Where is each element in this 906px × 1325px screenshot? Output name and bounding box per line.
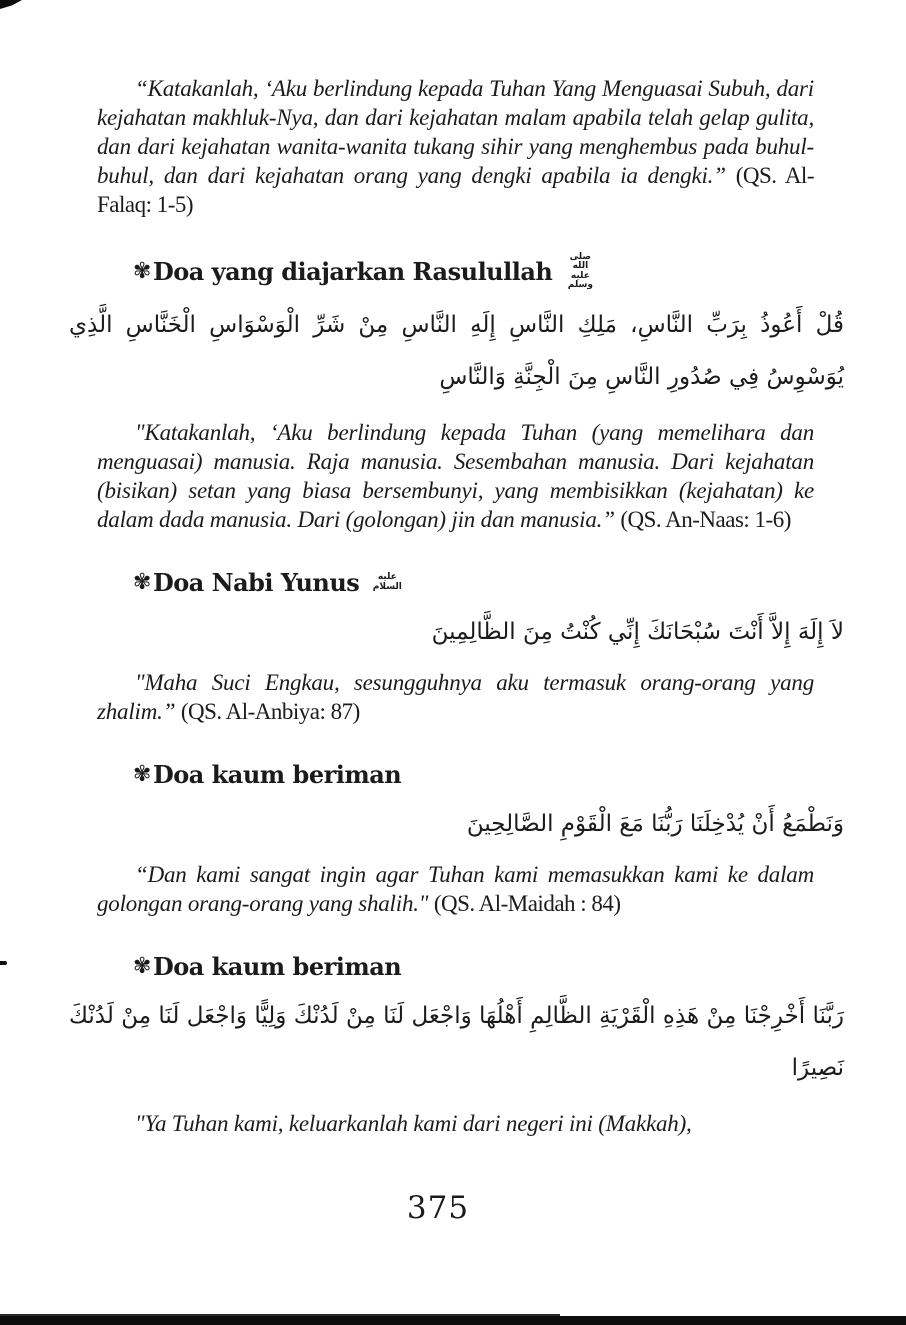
translation-paragraph xyxy=(97,668,814,726)
flower-bullet-icon: ✾ xyxy=(133,569,151,595)
translation-text: “Katakanlah, ‘Aku berlindung kepada Tuhan Yang Menguasai Subuh, dari kejahatan makhluk-Nya, dan dari kejahatan malam apabila telah gelap gulita, dan dari kejahatan wanita-wanita tukang sihir yang menghembus pada buhul-buhul, dan dari kejahatan orang yang dengki apabila ia dengki.” xyxy=(97,76,814,188)
honorific-stamp-icon: صلى الله عليه وسلم xyxy=(567,252,593,291)
translation-text: "Maha Suci Engkau, sesungguhnya aku termasuk orang-orang yang zhalim.” xyxy=(97,669,814,724)
section-heading xyxy=(97,952,814,982)
arabic-verse: لاَ إِلَهَ إِلاَّ أَنْتَ سُبْحَانَكَ إِنِّي كُنْتُ مِنَ الظَّالِمِينَ xyxy=(431,618,844,645)
quran-reference: (QS. Al-Maidah : 84) xyxy=(433,890,621,916)
translation-text: "Katakanlah, ‘Aku berlindung kepada Tuhan (yang memelihara dan menguasai) manusia. Raja manusia. Sesembahan manusia. Dari kejahatan (bisikan) setan yang biasa bersembunyi, yang membisikkan (kejahatan) ke dalam dada manusia. Dari (golongan) jin dan manusia.” xyxy=(97,419,814,532)
page-number: 375 xyxy=(406,1190,470,1226)
section-heading xyxy=(97,253,814,291)
translation-text: "Ya Tuhan kami, keluarkanlah kami dari negeri ini (Makkah), xyxy=(135,1110,692,1136)
heading-label: Doa yang diajarkan Rasulullah xyxy=(152,256,553,286)
flower-bullet-icon: ✾ xyxy=(133,761,151,787)
page-content xyxy=(69,74,844,1138)
quran-reference: (QS. Al-Anbiya: 87) xyxy=(180,698,360,724)
scan-artifact-edge-tick xyxy=(0,961,7,965)
translation-paragraph xyxy=(97,1109,814,1138)
translation-paragraph xyxy=(97,74,814,219)
arabic-verse: رَبَّنَا أَخْرِجْنَا مِنْ هَذِهِ الْقَرْيَةِ الظَّالِمِ أَهْلُهَا وَاجْعَل لَنَا مِنْ لَدُنْكَ وَلِيًّا وَاجْعَل لَنَا مِنْ لَدُنْكَ نَصِيرًا xyxy=(69,1002,844,1081)
section-heading xyxy=(97,568,814,598)
arabic-verse: وَنَطْمَعُ أَنْ يُدْخِلَنَا رَبُّنَا مَعَ الْقَوْمِ الصَّالِحِينَ xyxy=(466,810,844,837)
heading-label: Doa kaum beriman xyxy=(152,759,402,789)
scan-artifact-bottom-band xyxy=(0,1316,906,1325)
section-heading xyxy=(97,760,814,790)
honorific-stamp-icon: عليه السلام xyxy=(372,572,402,592)
scan-artifact-corner xyxy=(0,0,22,9)
translation-text: “Dan kami sangat ingin agar Tuhan kami memasukkan kami ke dalam golongan orang-orang yang shalih." xyxy=(97,861,814,916)
arabic-verse: قُلْ أَعُوذُ بِرَبِّ النَّاسِ، مَلِكِ النَّاسِ إِلَهِ النَّاسِ مِنْ شَرِّ الْوَسْوَاسِ الْخَنَّاسِ الَّذِي يُوَسْوِسُ فِي صُدُورِ النَّاسِ مِنَ الْجِنَّةِ وَالنَّاسِ xyxy=(69,311,844,390)
heading-label: Doa Nabi Yunus xyxy=(152,567,360,597)
flower-bullet-icon: ✾ xyxy=(133,258,151,284)
flower-bullet-icon: ✾ xyxy=(133,953,151,979)
translation-paragraph xyxy=(97,860,814,918)
translation-paragraph xyxy=(97,418,814,534)
heading-label: Doa kaum beriman xyxy=(152,951,402,981)
quran-reference: (QS. An-Naas: 1-6) xyxy=(620,506,791,532)
quran-reference: (QS. Al-Falaq: 1-5) xyxy=(97,163,814,217)
